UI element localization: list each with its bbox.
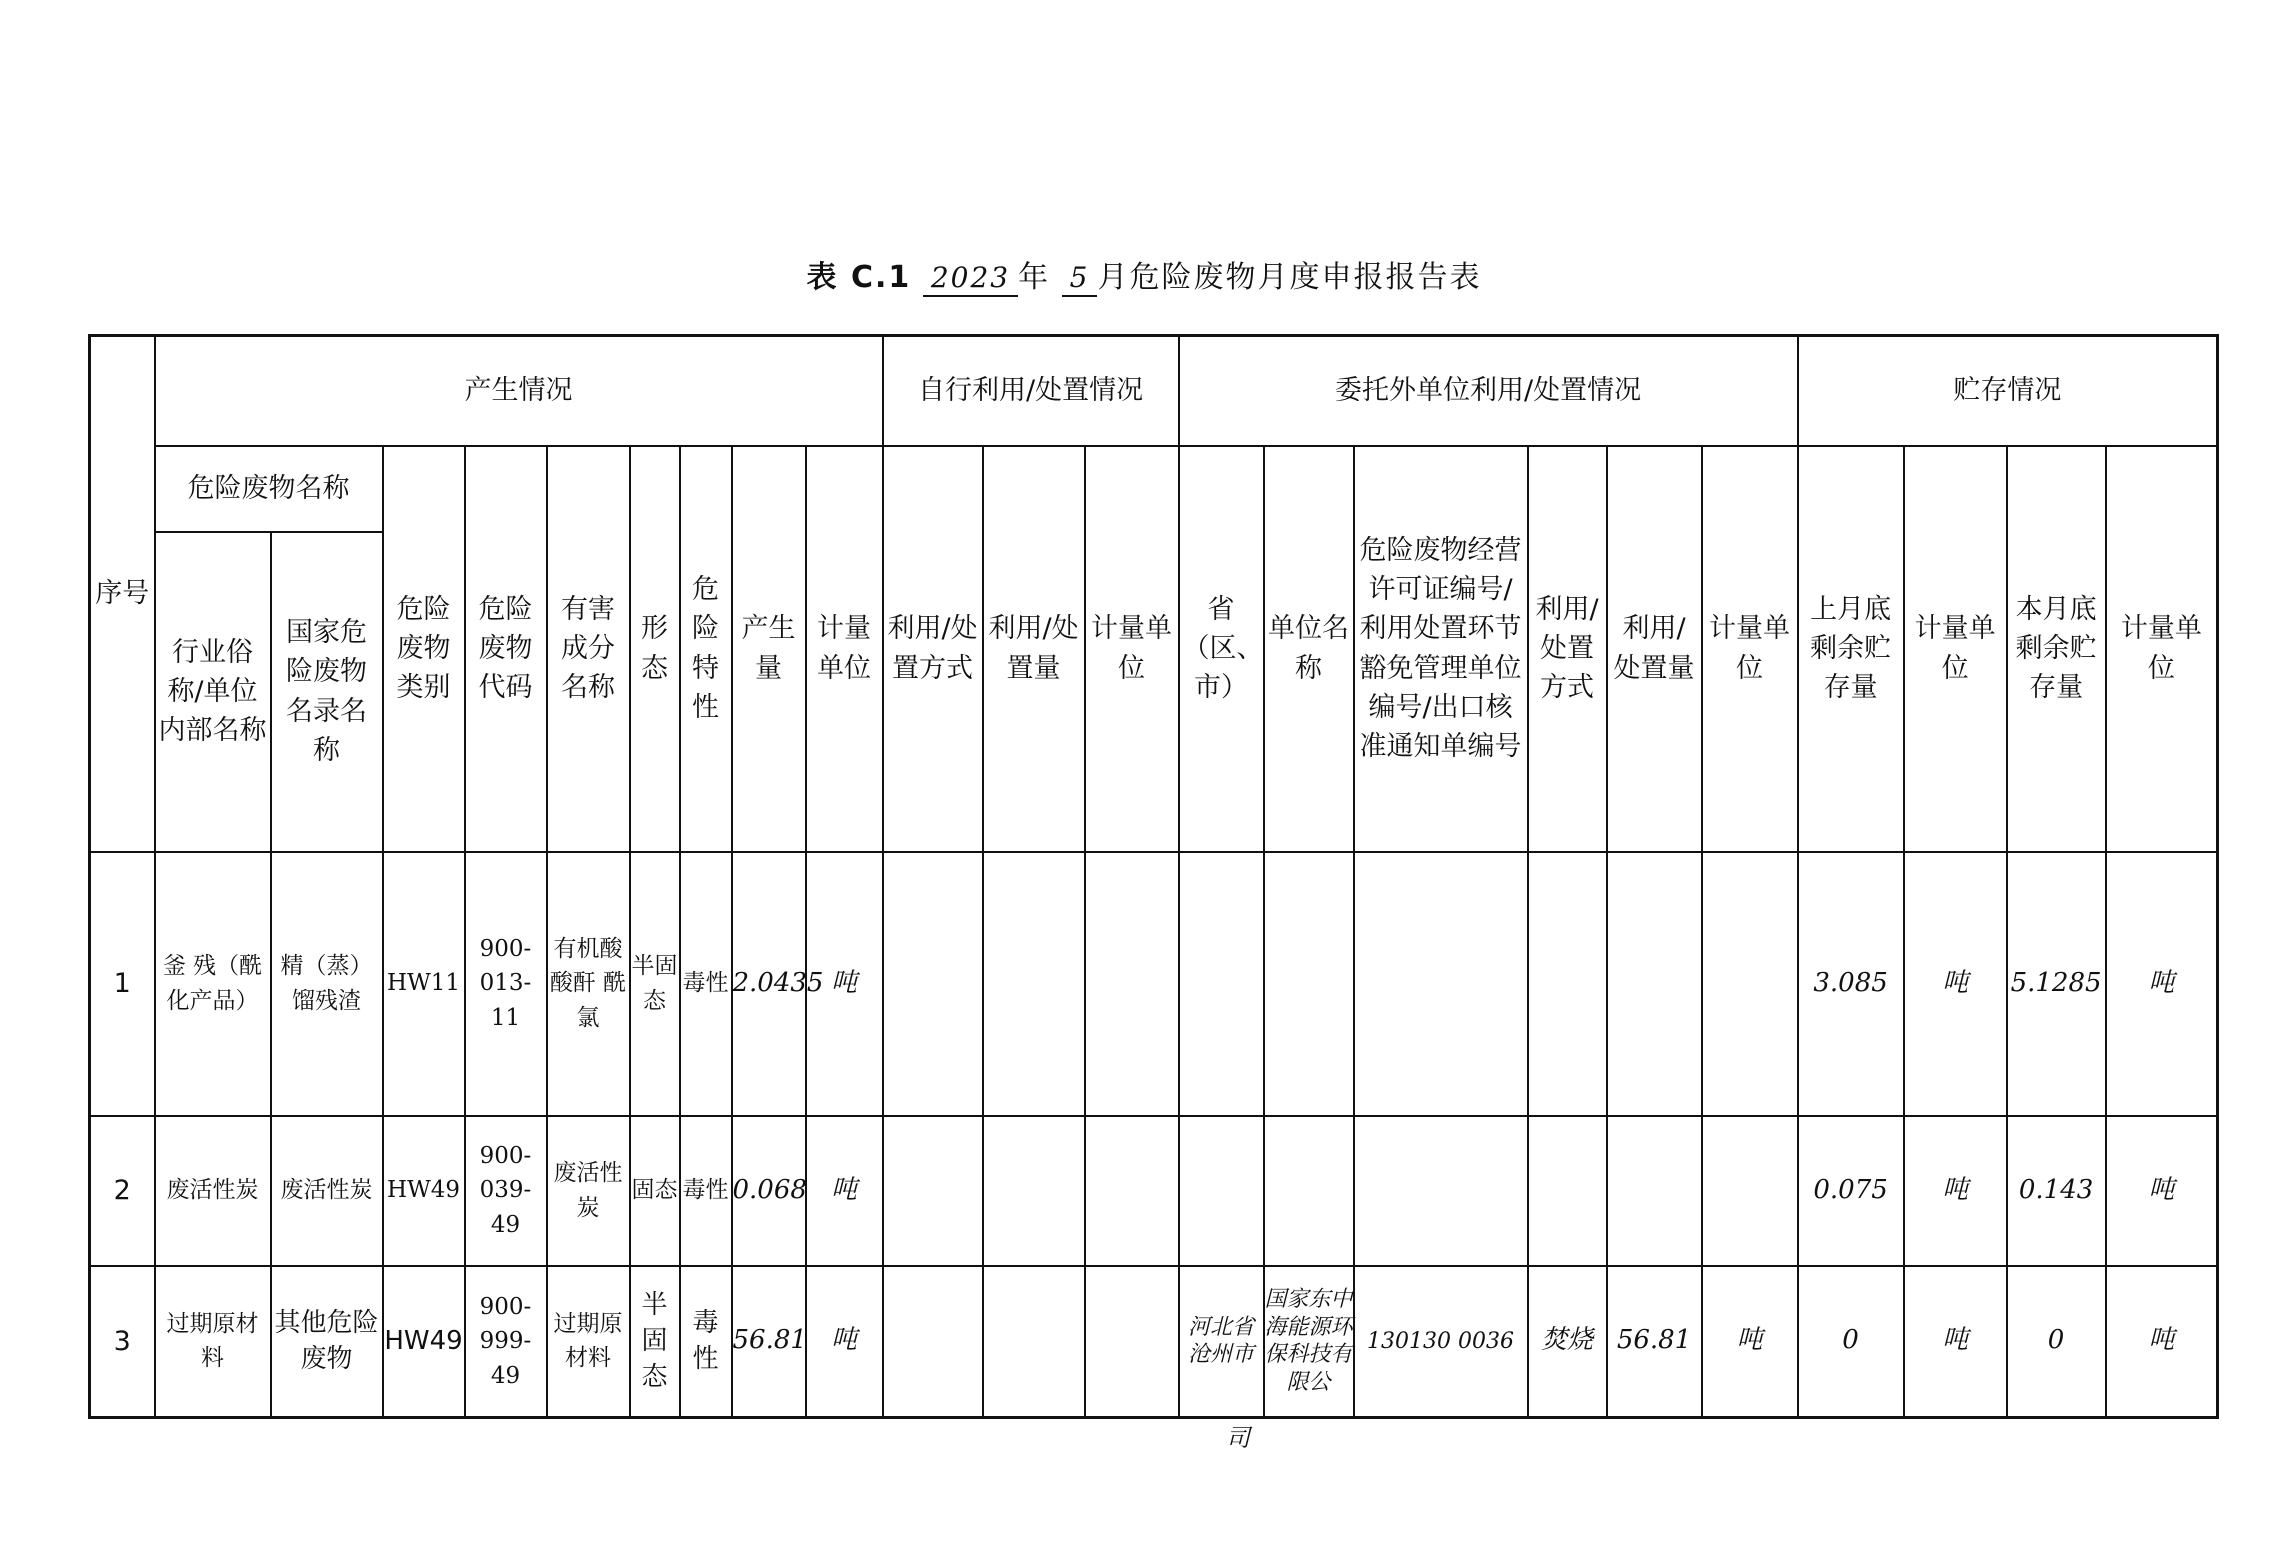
cell-industry-name: 釜 残（酰化产品）: [155, 852, 271, 1116]
cell-code: 900-013-11: [465, 852, 547, 1116]
cell-form: 固态: [630, 1116, 680, 1266]
cell-self-method: [883, 1266, 983, 1418]
cell-category: HW49: [383, 1116, 465, 1266]
cell-national-name: 废活性炭: [271, 1116, 383, 1266]
header-harmful: 有害成分名称: [547, 446, 630, 852]
cell-license: 130130 0036: [1354, 1266, 1528, 1418]
cell-national-name: 精（蒸）馏残渣: [271, 852, 383, 1116]
header-this-stock: 本月底剩余贮存量: [2007, 446, 2106, 852]
cell-self-unit: [1085, 1116, 1179, 1266]
header-storage: 贮存情况: [1798, 336, 2218, 446]
cell-license: [1354, 852, 1528, 1116]
header-ent-unit: 计量单位: [1702, 446, 1798, 852]
cell-license: [1354, 1116, 1528, 1266]
cell-property: 毒性: [680, 852, 732, 1116]
cell-unit: 吨: [806, 1266, 883, 1418]
cell-this-stock: 5.1285: [2007, 852, 2106, 1116]
cell-province: [1179, 852, 1264, 1116]
cell-ent-amount: [1607, 852, 1702, 1116]
header-produce: 产生情况: [155, 336, 883, 446]
cell-province: [1179, 1116, 1264, 1266]
form-title: [0, 252, 2288, 297]
cell-self-amount: [983, 1266, 1085, 1418]
cell-self-method: [883, 852, 983, 1116]
cell-seq: 3: [90, 1266, 155, 1418]
cell-this-stock: 0: [2007, 1266, 2106, 1418]
cell-amount: 56.81: [732, 1266, 806, 1418]
cell-self-unit: [1085, 1266, 1179, 1418]
header-license: 危险废物经营许可证编号/利用处置环节豁免管理单位编号/出口核准通知单编号: [1354, 446, 1528, 852]
header-seq: 序号: [90, 336, 155, 852]
header-ent-method: 利用/处置方式: [1528, 446, 1607, 852]
title-prefix: 表 C.1: [806, 260, 912, 295]
cell-this-stock: 0.143: [2007, 1116, 2106, 1266]
cell-form: 半固态: [630, 852, 680, 1116]
cell-seq: 1: [90, 852, 155, 1116]
cell-this-unit: 吨: [2106, 1116, 2218, 1266]
header-company: 单位名称: [1264, 446, 1354, 852]
cell-industry-name: 废活性炭: [155, 1116, 271, 1266]
cell-this-unit: 吨: [2106, 1266, 2218, 1418]
header-industry-name: 行业俗称/单位内部名称: [155, 532, 271, 852]
header-self-amount: 利用/处置量: [983, 446, 1085, 852]
header-national-name: 国家危险废物名录名称: [271, 532, 383, 852]
cell-code: 900-039-49: [465, 1116, 547, 1266]
header-amount: 产生量: [732, 446, 806, 852]
table-row: [90, 1266, 2218, 1418]
cell-national-name: 其他危险废物: [271, 1266, 383, 1418]
cell-ent-amount: 56.81: [1607, 1266, 1702, 1418]
cell-ent-unit: [1702, 852, 1798, 1116]
cell-property: 毒性: [680, 1266, 732, 1418]
cell-self-amount: [983, 1116, 1085, 1266]
cell-code: 900-999-49: [465, 1266, 547, 1418]
cell-last-unit: 吨: [1904, 852, 2007, 1116]
cell-harmful: 过期原材料: [547, 1266, 630, 1418]
hazardous-waste-report-table: [88, 334, 2219, 1419]
title-year: 2023: [923, 261, 1018, 297]
title-suffix: 月危险废物月度申报报告表: [1097, 260, 1482, 295]
cell-unit: 吨: [806, 1116, 883, 1266]
header-category: 危险废物类别: [383, 446, 465, 852]
header-form: 形态: [630, 446, 680, 852]
cell-province: 河北省沧州市: [1179, 1266, 1264, 1418]
cell-ent-method: [1528, 852, 1607, 1116]
cell-amount: 2.0435: [732, 852, 806, 1116]
header-ent-amount: 利用/处置量: [1607, 446, 1702, 852]
cell-ent-amount: [1607, 1116, 1702, 1266]
cell-category: HW11: [383, 852, 465, 1116]
header-province: 省（区、市）: [1179, 446, 1264, 852]
cell-company: [1264, 1116, 1354, 1266]
cell-amount: 0.068: [732, 1116, 806, 1266]
cell-last-unit: 吨: [1904, 1116, 2007, 1266]
cell-ent-method: [1528, 1116, 1607, 1266]
cell-last-stock: 3.085: [1798, 852, 1904, 1116]
cell-unit: 吨: [806, 852, 883, 1116]
cell-self-amount: [983, 852, 1085, 1116]
title-year-unit: 年: [1018, 260, 1051, 295]
cell-last-stock: 0: [1798, 1266, 1904, 1418]
cell-self-unit: [1085, 852, 1179, 1116]
header-last-stock: 上月底剩余贮存量: [1798, 446, 1904, 852]
cell-this-unit: 吨: [2106, 852, 2218, 1116]
cell-company: 国家东中海能源环保科技有限公: [1264, 1266, 1354, 1418]
cell-property: 毒性: [680, 1116, 732, 1266]
company-name-overflow: 司: [1226, 1424, 1250, 1452]
header-self-method: 利用/处置方式: [883, 446, 983, 852]
cell-harmful: 有机酸 酸酐 酰氯: [547, 852, 630, 1116]
title-month: 5: [1062, 261, 1098, 297]
header-unit: 计量单位: [806, 446, 883, 852]
cell-last-unit: 吨: [1904, 1266, 2007, 1418]
header-property: 危险特性: [680, 446, 732, 852]
cell-self-method: [883, 1116, 983, 1266]
table-row: [90, 852, 2218, 1116]
header-self: 自行利用/处置情况: [883, 336, 1179, 446]
cell-form: 半固态: [630, 1266, 680, 1418]
header-entrust: 委托外单位利用/处置情况: [1179, 336, 1798, 446]
header-self-unit: 计量单位: [1085, 446, 1179, 852]
cell-harmful: 废活性炭: [547, 1116, 630, 1266]
cell-category: HW49: [383, 1266, 465, 1418]
header-waste-name: 危险废物名称: [155, 446, 383, 532]
cell-ent-unit: [1702, 1116, 1798, 1266]
header-code: 危险废物代码: [465, 446, 547, 852]
cell-ent-method: 焚烧: [1528, 1266, 1607, 1418]
table-row: [90, 1116, 2218, 1266]
cell-company: [1264, 852, 1354, 1116]
cell-last-stock: 0.075: [1798, 1116, 1904, 1266]
header-last-unit: 计量单位: [1904, 446, 2007, 852]
cell-seq: 2: [90, 1116, 155, 1266]
cell-ent-unit: 吨: [1702, 1266, 1798, 1418]
cell-industry-name: 过期原材料: [155, 1266, 271, 1418]
header-this-unit: 计量单位: [2106, 446, 2218, 852]
